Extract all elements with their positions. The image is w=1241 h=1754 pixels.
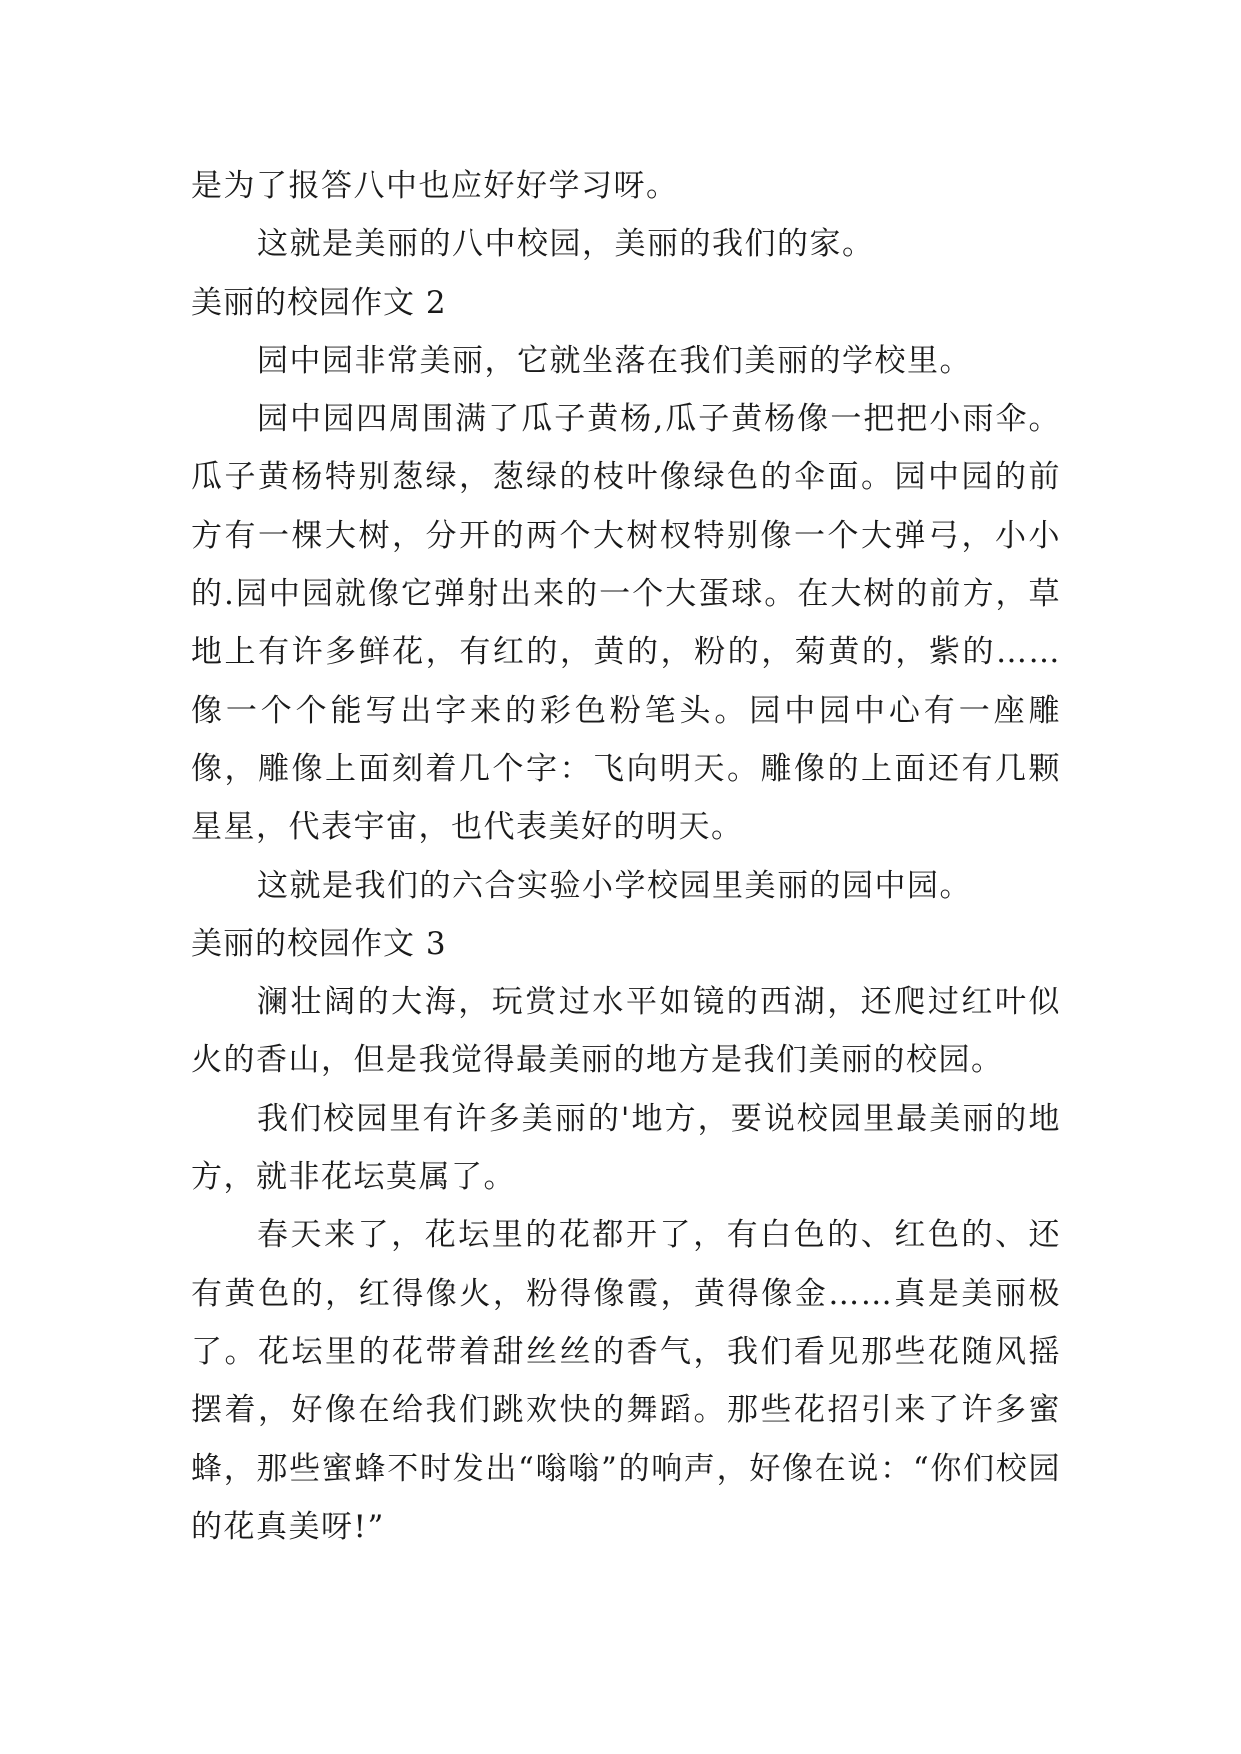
document-body [191, 157, 1061, 1556]
section-heading: 美丽的校园作文 2 [191, 284, 447, 321]
paragraph: 澜壮阔的大海，玩赏过水平如镜的西湖，还爬过红叶似火的香山，但是我觉得最美丽的地方是我们美丽的校园。 [191, 984, 1061, 1079]
paragraph: 这就是我们的六合实验小学校园里美丽的园中园。 [257, 867, 972, 904]
paragraph: 我们校园里有许多美丽的'地方，要说校园里最美丽的地方，就非花坛莫属了。 [191, 1100, 1061, 1196]
paragraph: 园中园非常美丽，它就坐落在我们美丽的学校里。 [257, 342, 972, 379]
paragraph: 春天来了，花坛里的花都开了，有白色的、红色的、还有黄色的，红得像火，粉得像霞，黄得像金……真是美丽极了。花坛里的花带着甜丝丝的香气，我们看见那些花随风摇摆着，好像在给我们跳欢快的舞蹈。那些花招引来了许多蜜蜂，那些蜜蜂不时发出“嗡嗡”的响声，好像在说：“你们校园的花真美呀!” [191, 1217, 1061, 1545]
paragraph: 这就是美丽的八中校园，美丽的我们的家。 [257, 226, 875, 263]
section-heading: 美丽的校园作文 3 [191, 925, 447, 962]
paragraph: 园中园四周围满了瓜子黄杨,瓜子黄杨像一把把小雨伞。瓜子黄杨特别葱绿，葱绿的枝叶像绿色的伞面。园中园的前方有一棵大树，分开的两个大树杈特别像一个大弹弓，小小的.园中园就像它弹射出来的一个大蛋球。在大树的前方，草地上有许多鲜花，有红的，黄的，粉的，菊黄的，紫的……像一个个能写出字来的彩色粉笔头。园中园中心有一座雕像，雕像上面刻着几个字：飞向明天。雕像的上面还有几颗星星，代表宇宙，也代表美好的明天。 [191, 401, 1061, 846]
paragraph: 是为了报答八中也应好好学习呀。 [191, 168, 679, 204]
